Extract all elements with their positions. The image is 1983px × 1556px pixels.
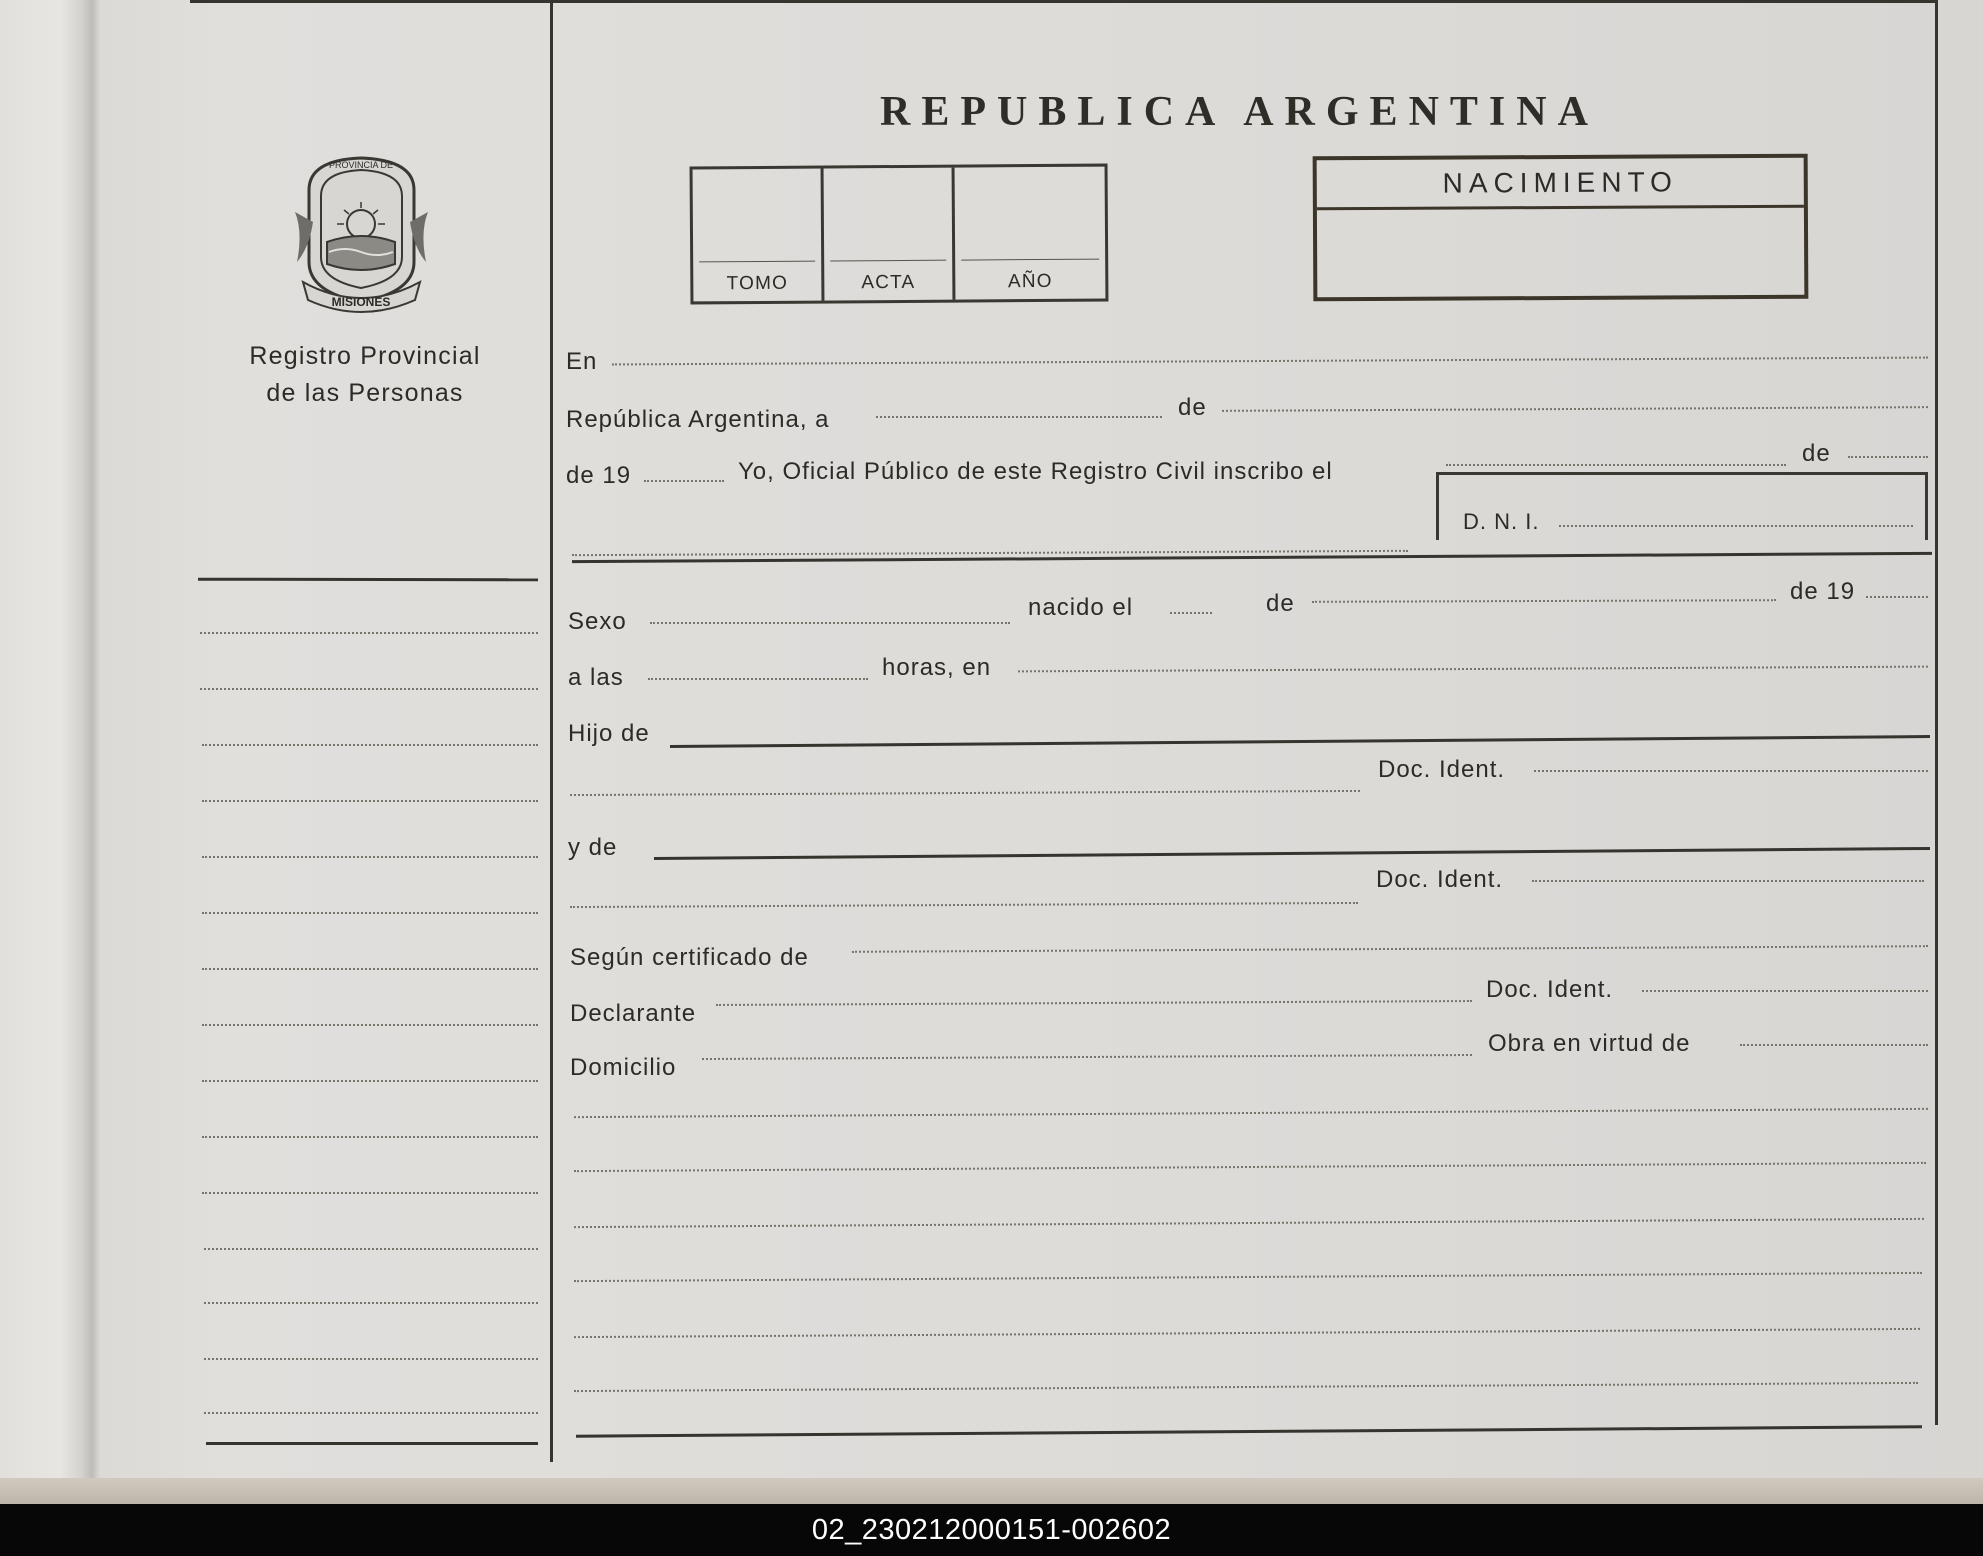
hour-field[interactable] [648, 678, 868, 680]
margin-line [202, 912, 538, 914]
margin-line [202, 1080, 538, 1082]
label-domicilio: Domicilio [570, 1054, 677, 1081]
issuer-line1: Registro Provincial [249, 342, 481, 370]
label-de: de [1802, 440, 1831, 467]
birth-place-field[interactable] [1018, 666, 1928, 673]
month-field[interactable] [1222, 406, 1928, 412]
issuer-name [200, 338, 530, 412]
label-declarante: Declarante [570, 1000, 697, 1027]
margin-line [202, 856, 538, 858]
act-type-label: NACIMIENTO [1442, 166, 1678, 199]
label-de-19: de 19 [566, 462, 632, 489]
label-horas-en: horas, en [882, 654, 992, 681]
birth-year-field[interactable] [1866, 596, 1928, 598]
notes-line[interactable] [574, 1108, 1928, 1118]
top-rule [190, 0, 550, 3]
acta-label: ACTA [861, 271, 916, 294]
father-detail-field[interactable] [570, 790, 1360, 796]
margin-line [200, 688, 538, 690]
top-rule [553, 0, 1935, 3]
act-type-box [1313, 154, 1809, 302]
birth-month-field[interactable] [1312, 599, 1776, 603]
margin-line [202, 1024, 538, 1026]
dni-box [1436, 472, 1928, 540]
margin-line [202, 744, 538, 746]
margin-line [202, 1192, 538, 1194]
margin-line [202, 1136, 538, 1138]
issuer-line2: de las Personas [266, 379, 464, 407]
document-title: REPUBLICA ARGENTINA [880, 89, 1599, 135]
acta-cell[interactable] [824, 168, 956, 301]
label-sexo: Sexo [568, 608, 627, 635]
label-yo-oficial: Yo, Oficial Público de este Registro Civil inscribo el [738, 458, 1333, 485]
margin-line [204, 1412, 538, 1414]
certificate-field[interactable] [852, 945, 1928, 953]
crest-top-text: PROVINCIA DE [328, 160, 394, 170]
label-segun-certificado: Según certificado de [570, 944, 809, 971]
inscribed-month-field[interactable] [1848, 456, 1928, 458]
margin-line [204, 1302, 538, 1304]
label-de-19: de 19 [1790, 578, 1856, 605]
anio-label: AÑO [1007, 270, 1053, 293]
notes-line[interactable] [574, 1218, 1924, 1228]
mother-detail-field[interactable] [570, 902, 1358, 908]
year-field[interactable] [644, 480, 724, 482]
registry-number-box [690, 164, 1109, 305]
provincial-crest-icon [289, 152, 434, 317]
margin-rule [198, 578, 538, 582]
day-field[interactable] [876, 416, 1162, 418]
sex-field[interactable] [650, 622, 1010, 624]
place-field[interactable] [612, 357, 1928, 366]
label-hijo-de: Hijo de [568, 720, 650, 747]
label-republica: República Argentina, a [566, 406, 830, 433]
label-de: de [1266, 590, 1295, 617]
tomo-cell[interactable] [693, 169, 825, 302]
label-nacido-el: nacido el [1028, 594, 1134, 621]
address-field[interactable] [702, 1054, 1472, 1060]
mother-field[interactable] [654, 847, 1930, 860]
anio-cell[interactable] [955, 167, 1106, 300]
margin-line [202, 968, 538, 970]
tomo-label: TOMO [726, 272, 789, 295]
column-divider [550, 0, 553, 1462]
crest-bottom-text: MISIONES [331, 295, 391, 309]
birth-day-field[interactable] [1170, 612, 1212, 614]
margin-line [204, 1358, 538, 1360]
label-doc-ident: Doc. Ident. [1486, 976, 1614, 1003]
label-doc-ident: Doc. Ident. [1376, 866, 1504, 893]
margin-rule [206, 1442, 538, 1445]
label-de: de [1178, 394, 1207, 421]
declarant-doc-field[interactable] [1642, 990, 1928, 992]
margin-line [202, 800, 538, 802]
label-y-de: y de [568, 834, 618, 861]
label-obra-en-virtud: Obra en virtud de [1488, 1030, 1691, 1057]
scan-identifier: 02_230212000151-002602 [811, 1514, 1172, 1546]
notes-line[interactable] [574, 1162, 1926, 1172]
label-en: En [566, 348, 598, 375]
inscribed-date-field[interactable] [1446, 464, 1786, 466]
father-field[interactable] [670, 735, 1930, 748]
label-a-las: a las [568, 664, 624, 691]
notes-line[interactable] [574, 1382, 1918, 1392]
margin-line [200, 632, 538, 634]
notes-line[interactable] [574, 1272, 1922, 1282]
page-edge [0, 1478, 1983, 1504]
authority-field[interactable] [1740, 1044, 1928, 1046]
declarant-field[interactable] [716, 1000, 1472, 1006]
margin-line [204, 1248, 538, 1250]
label-dni: D. N. I. [1463, 509, 1540, 534]
mother-doc-field[interactable] [1532, 880, 1924, 882]
bottom-rule [576, 1425, 1922, 1437]
notes-line[interactable] [574, 1328, 1920, 1338]
father-doc-field[interactable] [1534, 770, 1928, 772]
right-border [1935, 0, 1938, 1425]
label-doc-ident: Doc. Ident. [1378, 756, 1506, 783]
dni-field[interactable] [1559, 525, 1913, 527]
